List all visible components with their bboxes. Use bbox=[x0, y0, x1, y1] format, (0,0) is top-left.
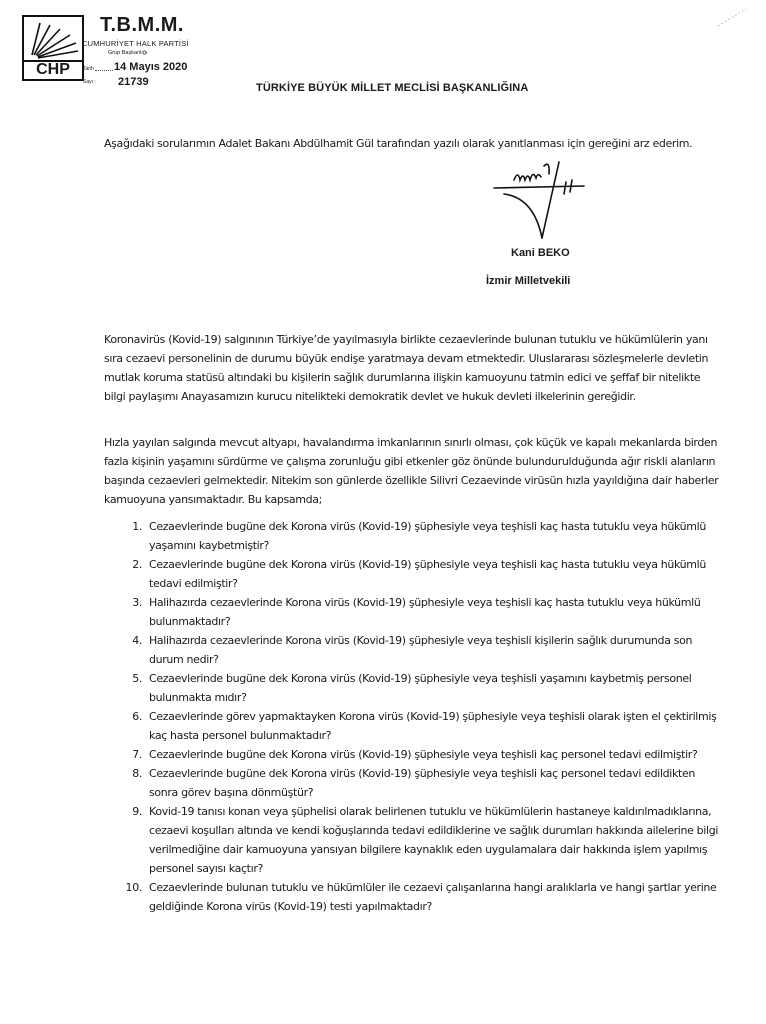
date-label: Tarih bbox=[83, 66, 94, 72]
question-number: 9. bbox=[132, 805, 142, 818]
question-text: Kovid-19 tanısı konan veya şüphelisi olarak belirlenen tutuklu ve hükümlülerin hastaneye kaldırılmadıklarına, cezaevi koşulları altında ve kendi koğuşlarında tedavi edildiklerine ve sağlık durumları hakkında ailelerine bilgi verilmediğine dair kamuoyuna yansıyan bilgilere kaynaklık eden uygulamalara dair hakkında işlem yapılmış personel sayısı kaçtır? bbox=[149, 805, 719, 875]
question-item bbox=[104, 517, 724, 555]
scan-artifact bbox=[716, 4, 756, 34]
question-number: 10. bbox=[125, 881, 142, 894]
question-item bbox=[104, 631, 724, 669]
question-item bbox=[104, 555, 724, 593]
sun-rays-icon bbox=[24, 17, 82, 62]
question-number: 8. bbox=[132, 767, 142, 780]
signature-image bbox=[484, 158, 614, 248]
question-number: 2. bbox=[132, 558, 142, 571]
question-number: 5. bbox=[132, 672, 142, 685]
question-text: Cezaevlerinde bugüne dek Korona virüs (Kovid-19) şüphesiyle veya teşhisli kaç personel tedavi edilmiştir? bbox=[149, 748, 698, 761]
question-item bbox=[104, 878, 724, 916]
date-value: 14 Mayıs 2020 bbox=[114, 61, 188, 73]
chp-logo bbox=[22, 15, 84, 81]
question-item bbox=[104, 802, 724, 878]
question-item bbox=[104, 593, 724, 631]
question-item bbox=[104, 764, 724, 802]
paragraph-1: Koronavirüs (Kovid-19) salgınının Türkiye’de yayılmasıyla birlikte cezaevlerinde bulunan tutuklu ve hükümlülerin yanı sıra cezaevi personelinin de durumu büyük endişe yaratmaya devam etmektedir. Uluslararası sözleşmelerle devletin mutlak koruma statüsü altındaki bu kişilerin sağlık durumlarına ilişkin kamuoyunu tatmin edici ve şeffaf bir nitelikte bilgi paylaşımı Anayasamızın kurucu nitelikteki demokratik devlet ve hukuk devleti ilkelerinin gereğidir. bbox=[104, 333, 709, 403]
question-item bbox=[104, 707, 724, 745]
question-text: Halihazırda cezaevlerinde Korona virüs (Kovid-19) şüphesiyle veya teşhisli kişilerin sağlık durumunda son durum nedir? bbox=[149, 634, 693, 666]
unit-name: Grup Başkanlığı bbox=[108, 50, 148, 56]
number-label: Sayı : bbox=[83, 79, 96, 85]
question-text: Cezaevlerinde bulunan tutuklu ve hükümlüler ile cezaevi çalışanlarına hangi aralıklarla ve hangi şartlar yerine geldiğinde Korona virüs (Kovid-19) testi yapılmaktadır? bbox=[149, 881, 717, 913]
question-text: Cezaevlerinde görev yapmaktayken Korona virüs (Kovid-19) şüphesiyle veya teşhisli olarak işten el çektirilmiş kaç hasta personel bulunmaktadır? bbox=[149, 710, 717, 742]
question-list bbox=[104, 517, 724, 916]
question-text: Cezaevlerinde bugüne dek Korona virüs (Kovid-19) şüphesiyle veya teşhisli kaç personel tedavi edildikten sonra görev başına dönmüştür? bbox=[149, 767, 696, 799]
signer-name: Kani BEKO bbox=[511, 247, 570, 259]
date-dots bbox=[95, 70, 113, 71]
question-number: 6. bbox=[132, 710, 142, 723]
logo-text: CHP bbox=[36, 61, 70, 78]
party-name: CUMHURİYET HALK PARTİSİ bbox=[82, 39, 189, 48]
question-item bbox=[104, 745, 724, 764]
addressee-title: TÜRKİYE BÜYÜK MİLLET MECLİSİ BAŞKANLIĞINA bbox=[256, 82, 529, 94]
number-value: 21739 bbox=[118, 76, 149, 88]
question-text: Halihazırda cezaevlerinde Korona virüs (Kovid-19) şüphesiyle veya teşhisli kaç hasta tutuklu veya hükümlü bulunmaktadır? bbox=[149, 596, 701, 628]
question-item bbox=[104, 669, 724, 707]
question-text: Cezaevlerinde bugüne dek Korona virüs (Kovid-19) şüphesiyle veya teşhisli kaç hasta tutuklu veya hükümlü tedavi edilmiştir? bbox=[149, 558, 706, 590]
question-text: Cezaevlerinde bugüne dek Korona virüs (Kovid-19) şüphesiyle veya teşhisli yaşamını kaybetmiş personel bulunmakta mıdır? bbox=[149, 672, 692, 704]
question-text: Cezaevlerinde bugüne dek Korona virüs (Kovid-19) şüphesiyle veya teşhisli kaç hasta tutuklu veya hükümlü yaşamını kaybetmiştir? bbox=[149, 520, 706, 552]
signer-title: İzmir Milletvekili bbox=[486, 275, 571, 287]
institution-name: T.B.M.M. bbox=[100, 14, 184, 36]
question-number: 4. bbox=[132, 634, 142, 647]
intro-text: Aşağıdaki sorularımın Adalet Bakanı Abdülhamit Gül tarafından yazılı olarak yanıtlanması için gereğini arz ederim. bbox=[104, 137, 693, 150]
question-number: 3. bbox=[132, 596, 142, 609]
paragraph-2: Hızla yayılan salgında mevcut altyapı, havalandırma imkanlarının sınırlı olması, çok küçük ve kapalı mekanlarda birden fazla kişinin yaşamını sürdürme ve çalışma zorunluğu gibi etkenler göz önünde bulundurulduğunda ağır riskli alanların başında cezaevleri gelmektedir. Nitekim son günlerde özellikle Silivri Cezaevinde virüsün hızla yayıldığına dair haberler kamuoyuna yansımaktadır. Bu kapsamda; bbox=[104, 436, 719, 506]
question-number: 1. bbox=[132, 520, 142, 533]
question-number: 7. bbox=[132, 748, 142, 761]
